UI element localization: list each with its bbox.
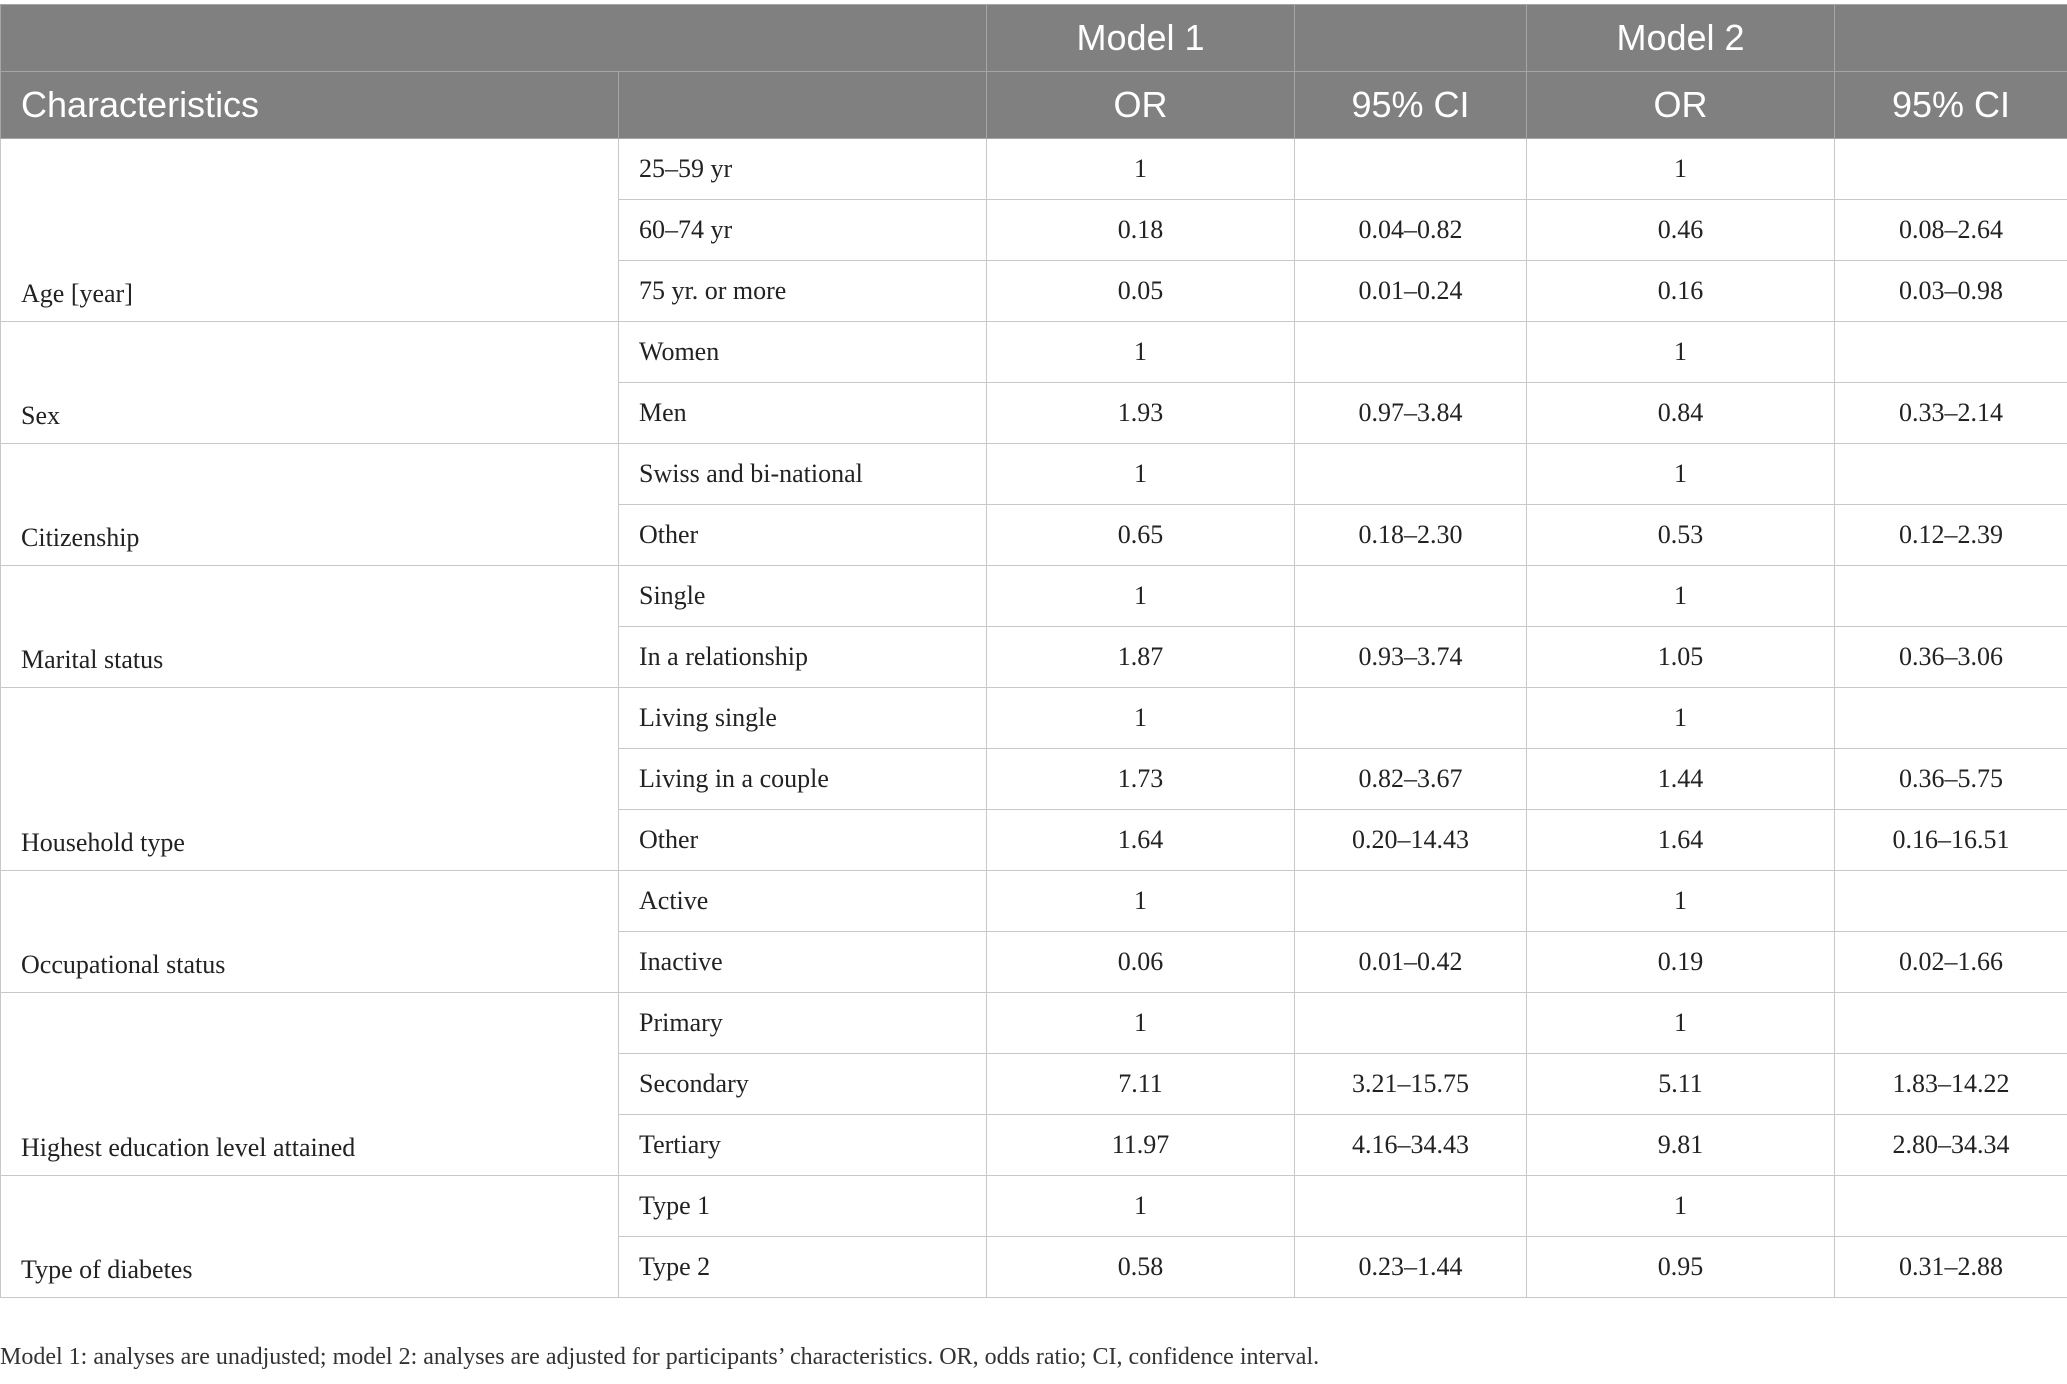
header-row-models [1, 5, 2067, 72]
or-model2-cell: 1 [1527, 1176, 1835, 1237]
ci-model1-cell: 0.20–14.43 [1295, 810, 1527, 871]
or-model2-cell: 1.64 [1527, 810, 1835, 871]
ci-model2-cell [1835, 993, 2067, 1054]
or-model1-cell: 0.18 [987, 200, 1295, 261]
table-row [1, 1176, 2067, 1237]
ci-model2-cell [1835, 444, 2067, 505]
ci-model1-cell: 3.21–15.75 [1295, 1054, 1527, 1115]
header-level-empty [619, 72, 987, 139]
or-model1-cell: 1 [987, 139, 1295, 200]
ci-model1-cell [1295, 444, 1527, 505]
level-cell: 75 yr. or more [619, 261, 987, 322]
or-model1-cell: 1 [987, 322, 1295, 383]
or-model2-cell: 9.81 [1527, 1115, 1835, 1176]
ci-model2-cell: 0.36–3.06 [1835, 627, 2067, 688]
or-model1-cell: 0.58 [987, 1237, 1295, 1298]
ci-model2-cell [1835, 566, 2067, 627]
characteristic-group-label: Highest education level attained [1, 993, 619, 1176]
or-model2-cell: 1 [1527, 139, 1835, 200]
or-model2-cell: 1 [1527, 993, 1835, 1054]
header-model2: Model 2 [1527, 5, 1835, 72]
header-empty-cell [1, 5, 987, 72]
ci-model1-cell [1295, 871, 1527, 932]
ci-model1-cell [1295, 139, 1527, 200]
header-model1-spacer [1295, 5, 1527, 72]
or-model1-cell: 1 [987, 566, 1295, 627]
ci-model2-cell: 0.02–1.66 [1835, 932, 2067, 993]
or-model1-cell: 7.11 [987, 1054, 1295, 1115]
or-model2-cell: 0.46 [1527, 200, 1835, 261]
ci-model1-cell: 0.01–0.42 [1295, 932, 1527, 993]
ci-model1-cell: 0.82–3.67 [1295, 749, 1527, 810]
or-model1-cell: 1 [987, 444, 1295, 505]
level-cell: Secondary [619, 1054, 987, 1115]
table-header [1, 5, 2067, 139]
ci-model1-cell: 4.16–34.43 [1295, 1115, 1527, 1176]
ci-model1-cell: 0.01–0.24 [1295, 261, 1527, 322]
ci-model1-cell: 0.23–1.44 [1295, 1237, 1527, 1298]
level-cell: Single [619, 566, 987, 627]
header-or-model1: OR [987, 72, 1295, 139]
or-model1-cell: 1.93 [987, 383, 1295, 444]
level-cell: Other [619, 505, 987, 566]
characteristic-group-label: Household type [1, 688, 619, 871]
level-cell: Inactive [619, 932, 987, 993]
table-row [1, 688, 2067, 749]
table-row [1, 444, 2067, 505]
header-model1: Model 1 [987, 5, 1295, 72]
odds-ratio-table [0, 4, 2067, 1298]
characteristic-group-label: Sex [1, 322, 619, 444]
ci-model2-cell: 0.16–16.51 [1835, 810, 2067, 871]
ci-model1-cell: 0.97–3.84 [1295, 383, 1527, 444]
or-model1-cell: 1 [987, 688, 1295, 749]
characteristic-group-label: Occupational status [1, 871, 619, 993]
ci-model2-cell: 0.12–2.39 [1835, 505, 2067, 566]
level-cell: Type 2 [619, 1237, 987, 1298]
ci-model2-cell: 0.33–2.14 [1835, 383, 2067, 444]
table-row [1, 139, 2067, 200]
table-row [1, 322, 2067, 383]
ci-model1-cell [1295, 993, 1527, 1054]
table-row [1, 993, 2067, 1054]
level-cell: Active [619, 871, 987, 932]
or-model1-cell: 0.05 [987, 261, 1295, 322]
header-model2-spacer [1835, 5, 2067, 72]
level-cell: Tertiary [619, 1115, 987, 1176]
level-cell: Type 1 [619, 1176, 987, 1237]
ci-model1-cell: 0.18–2.30 [1295, 505, 1527, 566]
ci-model1-cell [1295, 688, 1527, 749]
header-row-columns [1, 72, 2067, 139]
or-model2-cell: 0.95 [1527, 1237, 1835, 1298]
header-characteristics: Characteristics [1, 72, 619, 139]
level-cell: Primary [619, 993, 987, 1054]
or-model1-cell: 1.87 [987, 627, 1295, 688]
level-cell: Living in a couple [619, 749, 987, 810]
level-cell: 60–74 yr [619, 200, 987, 261]
ci-model2-cell: 0.31–2.88 [1835, 1237, 2067, 1298]
or-model2-cell: 0.19 [1527, 932, 1835, 993]
ci-model1-cell: 0.04–0.82 [1295, 200, 1527, 261]
or-model1-cell: 0.06 [987, 932, 1295, 993]
or-model2-cell: 5.11 [1527, 1054, 1835, 1115]
table-row [1, 566, 2067, 627]
characteristic-group-label: Marital status [1, 566, 619, 688]
ci-model1-cell: 0.93–3.74 [1295, 627, 1527, 688]
ci-model1-cell [1295, 322, 1527, 383]
ci-model2-cell: 0.36–5.75 [1835, 749, 2067, 810]
header-or-model2: OR [1527, 72, 1835, 139]
or-model2-cell: 0.53 [1527, 505, 1835, 566]
or-model2-cell: 0.84 [1527, 383, 1835, 444]
ci-model2-cell [1835, 139, 2067, 200]
or-model1-cell: 11.97 [987, 1115, 1295, 1176]
or-model1-cell: 1.73 [987, 749, 1295, 810]
characteristic-group-label: Age [year] [1, 139, 619, 322]
level-cell: Swiss and bi-national [619, 444, 987, 505]
or-model1-cell: 1 [987, 993, 1295, 1054]
or-model2-cell: 0.16 [1527, 261, 1835, 322]
ci-model2-cell [1835, 322, 2067, 383]
level-cell: Living single [619, 688, 987, 749]
level-cell: Men [619, 383, 987, 444]
level-cell: 25–59 yr [619, 139, 987, 200]
characteristic-group-label: Type of diabetes [1, 1176, 619, 1298]
ci-model2-cell: 1.83–14.22 [1835, 1054, 2067, 1115]
ci-model1-cell [1295, 1176, 1527, 1237]
ci-model2-cell: 2.80–34.34 [1835, 1115, 2067, 1176]
or-model1-cell: 1.64 [987, 810, 1295, 871]
ci-model2-cell: 0.03–0.98 [1835, 261, 2067, 322]
or-model1-cell: 0.65 [987, 505, 1295, 566]
ci-model2-cell: 0.08–2.64 [1835, 200, 2067, 261]
odds-ratio-table-container [0, 4, 2067, 1298]
level-cell: In a relationship [619, 627, 987, 688]
or-model2-cell: 1 [1527, 322, 1835, 383]
ci-model2-cell [1835, 1176, 2067, 1237]
header-ci-model1: 95% CI [1295, 72, 1527, 139]
or-model2-cell: 1 [1527, 871, 1835, 932]
or-model2-cell: 1.05 [1527, 627, 1835, 688]
or-model1-cell: 1 [987, 1176, 1295, 1237]
ci-model1-cell [1295, 566, 1527, 627]
level-cell: Women [619, 322, 987, 383]
or-model2-cell: 1 [1527, 566, 1835, 627]
characteristic-group-label: Citizenship [1, 444, 619, 566]
table-footnote: Model 1: analyses are unadjusted; model 2: analyses are adjusted for participants’ characteristics. OR, odds ratio; CI, confidence interval. [0, 1344, 1320, 1370]
table-row [1, 871, 2067, 932]
or-model2-cell: 1 [1527, 444, 1835, 505]
or-model2-cell: 1.44 [1527, 749, 1835, 810]
header-ci-model2: 95% CI [1835, 72, 2067, 139]
level-cell: Other [619, 810, 987, 871]
ci-model2-cell [1835, 871, 2067, 932]
table-body [1, 139, 2067, 1298]
ci-model2-cell [1835, 688, 2067, 749]
or-model2-cell: 1 [1527, 688, 1835, 749]
or-model1-cell: 1 [987, 871, 1295, 932]
